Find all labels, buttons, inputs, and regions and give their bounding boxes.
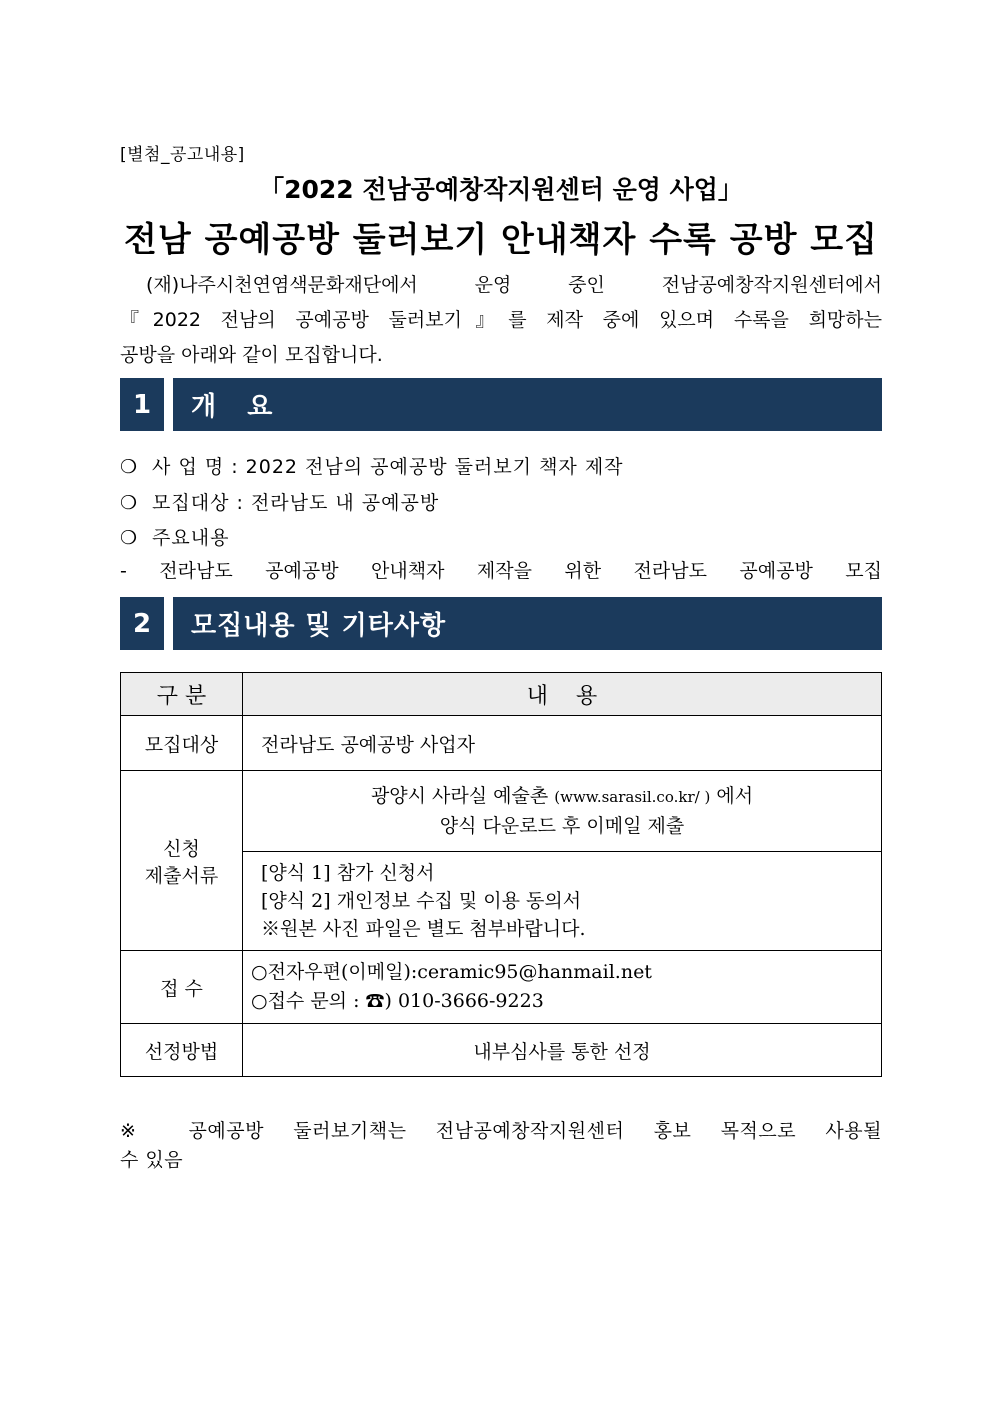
bullet-item: ❍ 주요내용 <box>120 527 230 549</box>
row-value-reception <box>243 951 882 1024</box>
intro-paragraph <box>120 268 882 373</box>
main-content-detail: - 전라남도 공예공방 안내책자 제작을 위한 전라남도 공예공방 모집 <box>120 560 882 582</box>
bullet-circle-icon: ❍ <box>120 527 139 549</box>
table-header-row <box>121 673 882 716</box>
row-value-selection: 내부심사를 통한 선정 <box>243 1024 882 1077</box>
bullet-circle-icon: ❍ <box>120 492 139 514</box>
section-1-number: 1 <box>120 378 164 431</box>
row-value-forms: [양식 1] 참가 신청서 [양식 2] 개인정보 수집 및 이용 동의서 ※원본 사진 파일은 별도 첨부바랍니다. <box>243 852 882 951</box>
row-label-documents: 신청 제출서류 <box>121 771 243 951</box>
table-header-category: 구 분 <box>121 673 243 716</box>
recruitment-table <box>120 672 882 1077</box>
website-url: (www.sarasil.co.kr/ ) <box>554 787 711 806</box>
section-1-title: 개 요 <box>173 378 882 431</box>
table-row <box>121 1024 882 1077</box>
section-2-number: 2 <box>120 597 164 650</box>
phone-contact: ○접수 문의 : ☎) 010-3666-9223 <box>251 990 544 1012</box>
document-subtitle: 「2022 전남공예창작지원센터 운영 사업」 <box>259 175 743 204</box>
section-2-header <box>120 597 882 650</box>
section-1-header <box>120 378 882 431</box>
attachment-tag: [별첨_공고내용] <box>120 145 245 165</box>
section-2-title: 모집내용 및 기타사항 <box>173 597 882 650</box>
table-header-content: 내 용 <box>243 673 882 716</box>
footnote: ※ 공예공방 둘러보기책는 전남공예창작지원센터 홍보 목적으로 사용될 수 있음 <box>120 1120 882 1171</box>
row-value-download: 광양시 사라실 예술촌 (www.sarasil.co.kr/ ) 에서 양식 다운로드 후 이메일 제출 <box>243 771 882 852</box>
row-label-reception: 접 수 <box>121 951 243 1024</box>
row-label-selection: 선정방법 <box>121 1024 243 1077</box>
intro-line-1: (재)나주시천연염색문화재단에서 운영 중인 전남공예창작지원센터에서 <box>146 274 882 296</box>
document-title: 전남 공예공방 둘러보기 안내책자 수록 공방 모집 <box>124 220 878 260</box>
intro-line-2: 『2022 전남의 공예공방 둘러보기』를 제작 중에 있으며 수록을 희망하는 <box>120 309 882 331</box>
row-label-target: 모집대상 <box>121 716 243 771</box>
row-value-target: 전라남도 공예공방 사업자 <box>243 716 882 771</box>
table-row <box>121 716 882 771</box>
table-row <box>121 951 882 1024</box>
intro-line-3: 공방을 아래와 같이 모집합니다. <box>120 344 383 366</box>
email-contact: ○전자우편(이메일):ceramic95@hanmail.net <box>251 961 652 983</box>
bullet-item: ❍ 사 업 명 : 2022 전남의 공예공방 둘러보기 책자 제작 <box>120 456 624 478</box>
bullet-item: ❍ 모집대상 : 전라남도 내 공예공방 <box>120 492 440 514</box>
bullet-circle-icon: ❍ <box>120 456 139 478</box>
table-row <box>121 771 882 852</box>
